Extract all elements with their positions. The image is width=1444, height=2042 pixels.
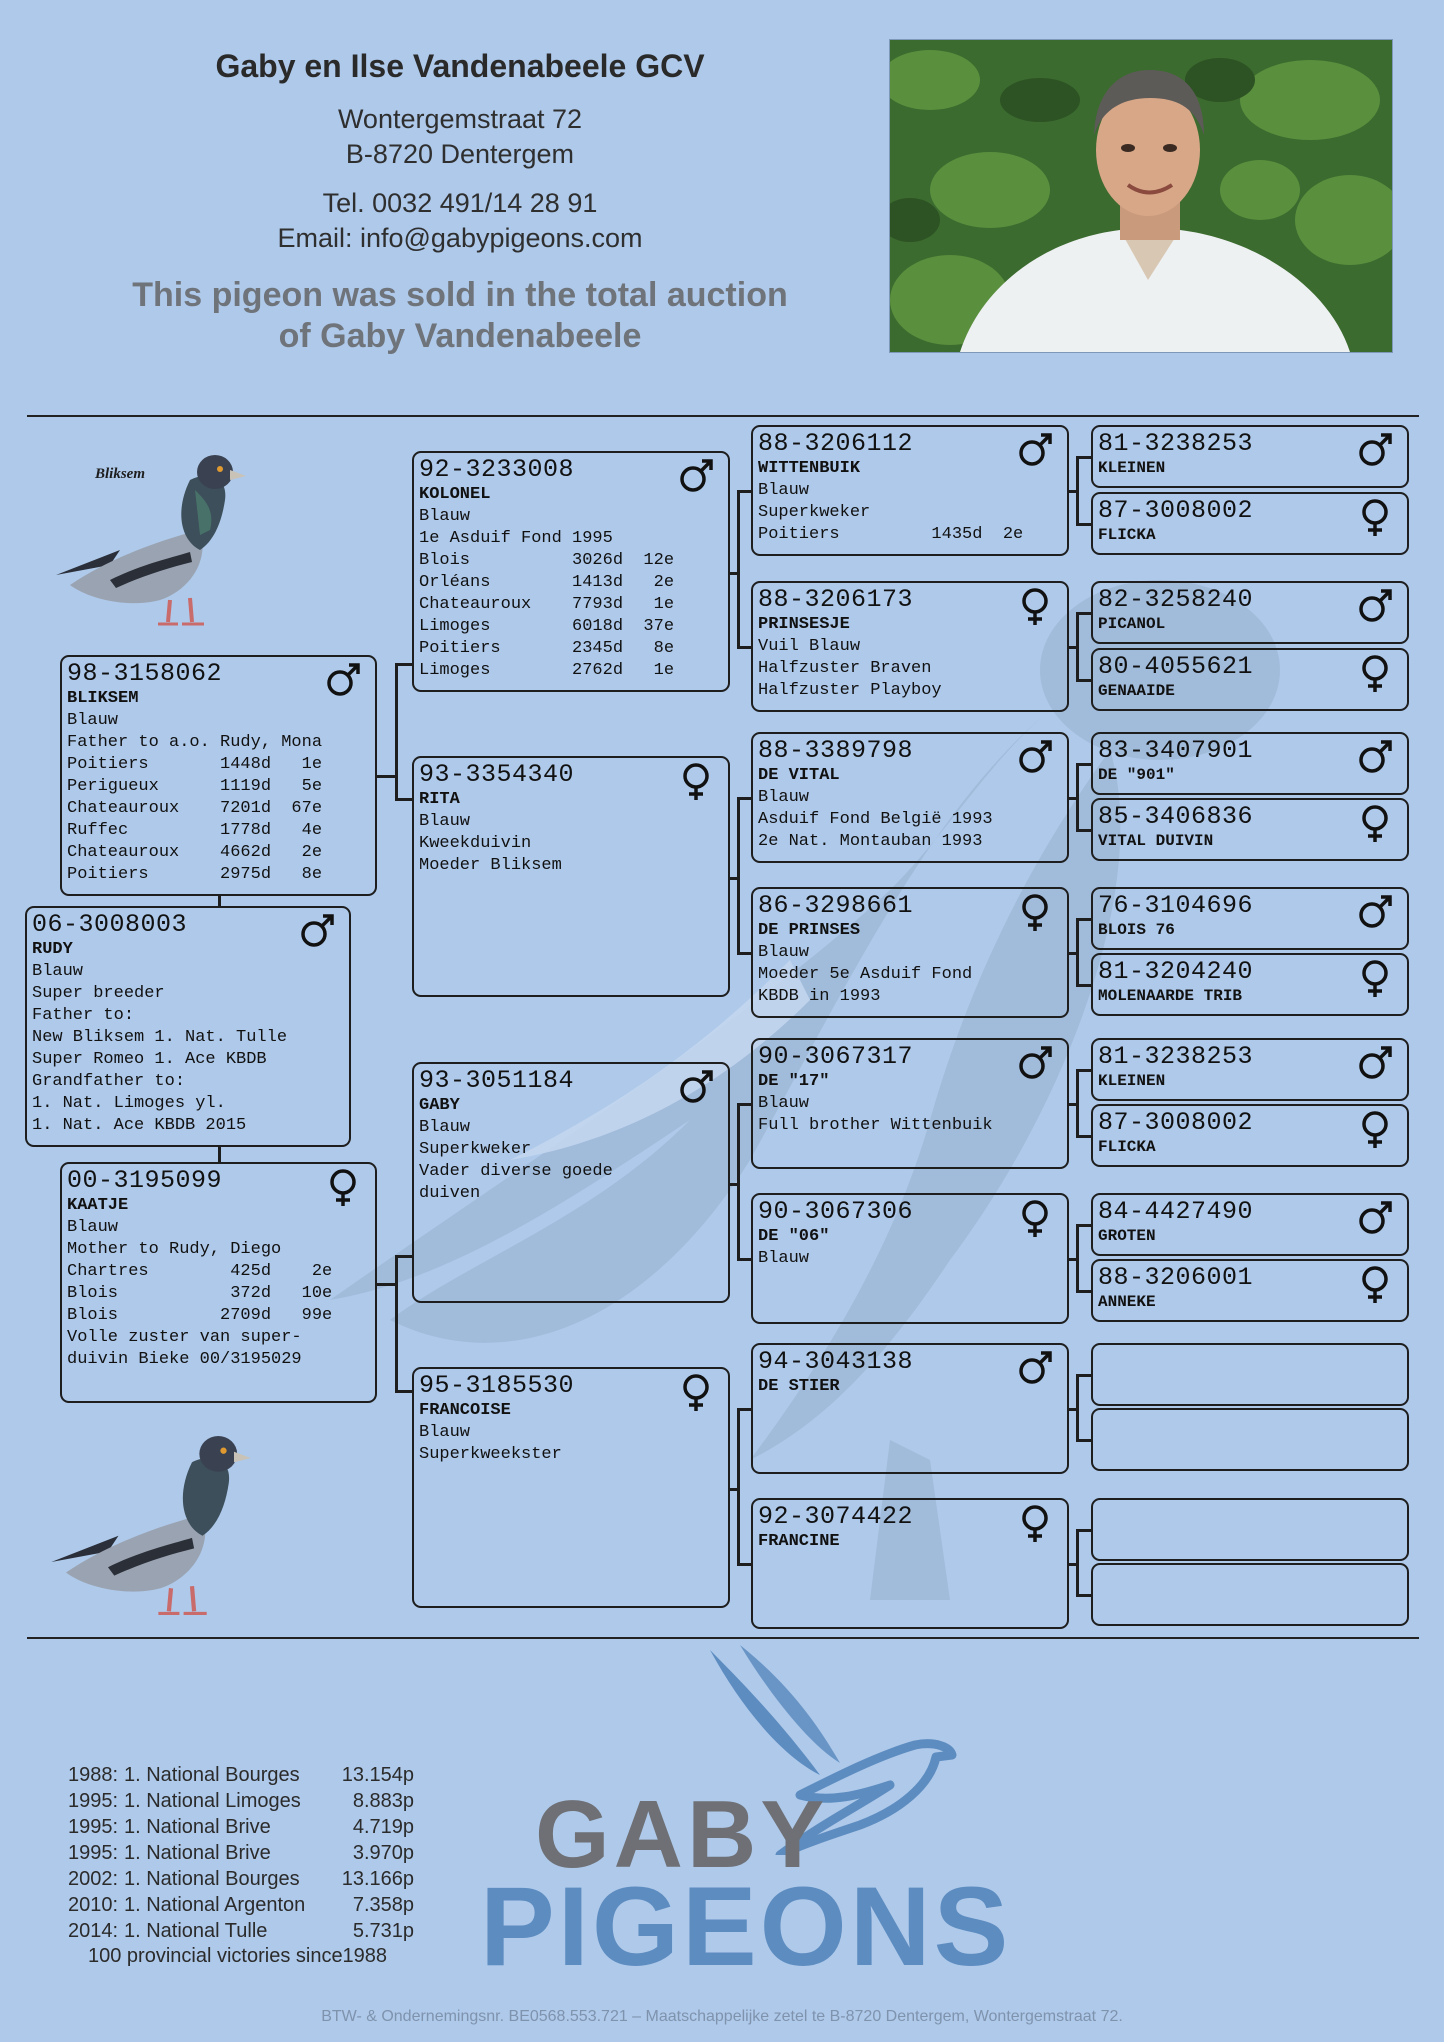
- pedigree-line: Kweekduivin: [419, 834, 532, 853]
- sire-card: [60, 655, 377, 896]
- dam-card: [60, 1162, 377, 1403]
- pedigree-line: Blauw: [67, 711, 119, 730]
- result-year: 1995:: [68, 1789, 119, 1812]
- pedigree-line: Moeder 5e Asduif Fond: [758, 965, 973, 984]
- ring-number: 93-3051184: [419, 1066, 575, 1095]
- connector-line: [1076, 829, 1091, 832]
- ring-number: 84-4427490: [1098, 1197, 1254, 1226]
- pedigree-line: Volle zuster van super-: [67, 1328, 302, 1347]
- male-symbol-icon: [1355, 586, 1395, 626]
- pedigree-line: Poitiers 2345d 8e: [419, 639, 675, 658]
- pedigree-line: New Bliksem 1. Nat. Tulle: [32, 1028, 288, 1047]
- male-symbol-icon: [1355, 1043, 1395, 1083]
- male-sex-marker: [676, 456, 716, 496]
- pedigree-line: Blauw: [67, 1218, 119, 1237]
- result-pigeons: 4.719p: [352, 1815, 414, 1838]
- pedigree-line: 1. Nat. Ace KBDB 2015: [32, 1116, 247, 1135]
- pigeon-name: WITTENBUIK: [758, 459, 861, 478]
- male-sex-marker: [1015, 1348, 1055, 1388]
- pigeon-name: KLEINEN: [1098, 459, 1166, 477]
- pedigree-line: Father to a.o. Rudy, Mona: [67, 733, 323, 752]
- pedigree-line: Poitiers 2975d 8e: [67, 865, 323, 884]
- result-year: 2002:: [68, 1867, 119, 1890]
- ancestor-card-15: [1091, 1498, 1409, 1561]
- pedigree-line: Full brother Wittenbuik: [758, 1116, 993, 1135]
- great-grandparent-card-8: [751, 1498, 1069, 1629]
- pigeon-name: FLICKA: [1098, 526, 1156, 544]
- result-pigeons: 13.166p: [341, 1867, 414, 1890]
- connector-line: [737, 797, 751, 800]
- grandparent-card-2: [412, 756, 730, 997]
- pedigree-line: Limoges 2762d 1e: [419, 661, 675, 680]
- ring-number: 92-3233008: [419, 455, 575, 484]
- grandparent-card-3: [412, 1062, 730, 1303]
- male-sex-marker: [1355, 892, 1395, 932]
- result-year: 2010:: [68, 1893, 119, 1916]
- ring-number: 00-3195099: [67, 1166, 223, 1195]
- pigeon-name: DE PRINSES: [758, 921, 861, 940]
- pedigree-line: Blauw: [758, 1094, 810, 1113]
- result-pigeons: 8.883p: [352, 1789, 414, 1812]
- male-sex-marker: [1015, 430, 1055, 470]
- male-sex-marker: [1355, 1043, 1395, 1083]
- pedigree-line: Superkweker: [758, 503, 871, 522]
- connector-line: [1076, 523, 1091, 526]
- pigeon-name: DE VITAL: [758, 766, 840, 785]
- pigeon-name: BLIKSEM: [67, 689, 139, 708]
- connector-line: [1076, 456, 1079, 526]
- ring-number: 81-3238253: [1098, 429, 1254, 458]
- auction-note-line-1: This pigeon was sold in the total auction: [132, 276, 788, 314]
- pedigree-line: Superkweekster: [419, 1445, 562, 1464]
- ring-number: 88-3206112: [758, 429, 914, 458]
- grandparent-card-1: [412, 451, 730, 692]
- male-sex-marker: [1355, 1198, 1395, 1238]
- pedigree-line: Super Romeo 1. Ace KBDB: [32, 1050, 267, 1069]
- result-pigeons: 13.154p: [341, 1763, 414, 1786]
- connector-line: [1076, 1290, 1091, 1293]
- pigeon-name: FRANCINE: [758, 1532, 840, 1551]
- connector-line: [1076, 456, 1091, 459]
- female-symbol-icon: [1355, 803, 1395, 843]
- ancestor-card-12: [1091, 1259, 1409, 1322]
- connector-line: [1076, 984, 1091, 987]
- result-row: [68, 1866, 414, 1892]
- female-symbol-icon: [676, 1372, 716, 1412]
- great-grandparent-card-4: [751, 887, 1069, 1018]
- pedigree-line: Poitiers 1448d 1e: [67, 755, 323, 774]
- pedigree-line: Blois 372d 10e: [67, 1284, 333, 1303]
- result-pigeons: 7.358p: [352, 1893, 414, 1916]
- ancestor-card-14: [1091, 1408, 1409, 1471]
- pedigree-line: Blauw: [419, 812, 471, 831]
- female-symbol-icon: [676, 761, 716, 801]
- phone-number: Tel. 0032 491/14 28 91: [322, 188, 598, 218]
- connector-line: [1076, 1529, 1079, 1597]
- connector-line: [737, 490, 751, 493]
- pedigree-line: 2e Nat. Montauban 1993: [758, 832, 983, 851]
- female-symbol-icon: [323, 1167, 363, 1207]
- pedigree-line: Asduif Fond België 1993: [758, 810, 993, 829]
- ring-number: 06-3008003: [32, 910, 188, 939]
- great-grandparent-card-5: [751, 1038, 1069, 1169]
- male-sex-marker: [676, 1067, 716, 1107]
- result-row: [68, 1840, 414, 1866]
- pedigree-line: Vader diverse goede: [419, 1162, 613, 1181]
- pigeon-name: BLOIS 76: [1098, 921, 1175, 939]
- pedigree-line: 1. Nat. Limoges yl.: [32, 1094, 226, 1113]
- result-year: 1988:: [68, 1763, 119, 1786]
- result-year: 1995:: [68, 1841, 119, 1864]
- result-year: 2014:: [68, 1919, 119, 1942]
- connector-line: [1076, 1069, 1079, 1138]
- pigeon-name: RITA: [419, 790, 460, 809]
- ancestor-card-6: [1091, 798, 1409, 861]
- pedigree-line: Blauw: [419, 1423, 471, 1442]
- pigeon-name: ANNEKE: [1098, 1293, 1156, 1311]
- female-sex-marker: [1355, 803, 1395, 843]
- male-symbol-icon: [1355, 1198, 1395, 1238]
- pedigree-line: Blois 2709d 99e: [67, 1306, 333, 1325]
- female-sex-marker: [1355, 497, 1395, 537]
- result-race: 1. National Brive: [124, 1841, 271, 1864]
- female-symbol-icon: [1355, 1264, 1395, 1304]
- results-footer: 100 provincial victories since1988: [88, 1945, 388, 1967]
- great-grandparent-card-6: [751, 1193, 1069, 1324]
- connector-line: [737, 1258, 751, 1261]
- connector-line: [377, 775, 397, 778]
- pigeon-name: KAATJE: [67, 1196, 129, 1215]
- connector-line: [1076, 918, 1091, 921]
- connector-line: [737, 952, 751, 955]
- pigeon-name: PICANOL: [1098, 615, 1166, 633]
- female-sex-marker: [676, 761, 716, 801]
- connector-line: [377, 1283, 397, 1286]
- result-race: 1. National Brive: [124, 1815, 271, 1838]
- connector-line: [1076, 1374, 1091, 1377]
- connector-line: [737, 646, 751, 649]
- connector-line: [218, 895, 221, 907]
- female-sex-marker: [1015, 586, 1055, 626]
- connector-line: [1076, 918, 1079, 987]
- male-symbol-icon: [676, 1067, 716, 1107]
- pedigree-line: Chateauroux 7201d 67e: [67, 799, 323, 818]
- pigeon-name: DE "17": [758, 1072, 830, 1091]
- owner-name: Gaby en Ilse Vandenabeele GCV: [215, 48, 705, 84]
- ring-number: 90-3067306: [758, 1197, 914, 1226]
- ancestor-card-4: [1091, 648, 1409, 711]
- female-sex-marker: [1355, 1264, 1395, 1304]
- ancestor-card-8: [1091, 953, 1409, 1016]
- ring-number: 93-3354340: [419, 760, 575, 789]
- pigeon-name: GENAAIDE: [1098, 682, 1175, 700]
- pigeon-name: FLICKA: [1098, 1138, 1156, 1156]
- ring-number: 82-3258240: [1098, 585, 1254, 614]
- ring-number: 88-3206001: [1098, 1263, 1254, 1292]
- ring-number: 83-3407901: [1098, 736, 1254, 765]
- pigeon-name: PRINSESJE: [758, 615, 850, 634]
- female-sex-marker: [1015, 1198, 1055, 1238]
- pedigree-line: Perigueux 1119d 5e: [67, 777, 323, 796]
- results-list: [68, 1762, 414, 1944]
- result-race: 1. National Bourges: [124, 1867, 300, 1890]
- male-symbol-icon: [1355, 737, 1395, 777]
- connector-line: [737, 1103, 740, 1261]
- ring-number: 88-3206173: [758, 585, 914, 614]
- connector-line: [737, 1103, 751, 1106]
- great-grandparent-card-7: [751, 1343, 1069, 1474]
- pigeon-name: DE STIER: [758, 1377, 840, 1396]
- female-sex-marker: [676, 1372, 716, 1412]
- pedigree-line: Vuil Blauw: [758, 637, 861, 656]
- male-symbol-icon: [323, 660, 363, 700]
- ring-number: 76-3104696: [1098, 891, 1254, 920]
- connector-line: [1076, 1594, 1091, 1597]
- ring-number: 92-3074422: [758, 1502, 914, 1531]
- pedigree-line: Grandfather to:: [32, 1072, 186, 1091]
- female-sex-marker: [1355, 1109, 1395, 1149]
- pedigree-line: Chartres 425d 2e: [67, 1262, 333, 1281]
- female-symbol-icon: [1355, 497, 1395, 537]
- subject-pigeon-card: [25, 906, 351, 1147]
- connector-line: [395, 1255, 412, 1258]
- male-symbol-icon: [1355, 892, 1395, 932]
- result-row: [68, 1762, 414, 1788]
- connector-line: [1076, 763, 1091, 766]
- pedigree-line: KBDB in 1993: [758, 987, 881, 1006]
- male-symbol-icon: [1015, 1043, 1055, 1083]
- pedigree-line: Chateauroux 4662d 2e: [67, 843, 323, 862]
- pedigree-line: Moeder Bliksem: [419, 856, 562, 875]
- male-sex-marker: [1355, 586, 1395, 626]
- female-symbol-icon: [1015, 892, 1055, 932]
- connector-line: [1076, 1224, 1091, 1227]
- ring-number: 85-3406836: [1098, 802, 1254, 831]
- male-symbol-icon: [1355, 430, 1395, 470]
- female-symbol-icon: [1355, 1109, 1395, 1149]
- ring-number: 87-3008002: [1098, 496, 1254, 525]
- ring-number: 95-3185530: [419, 1371, 575, 1400]
- logo-word-pigeons: PIGEONS: [480, 1864, 1012, 1989]
- female-symbol-icon: [1015, 1503, 1055, 1543]
- ring-number: 81-3238253: [1098, 1042, 1254, 1071]
- male-sex-marker: [297, 911, 337, 951]
- pedigree-line: Limoges 6018d 37e: [419, 617, 675, 636]
- pigeon-name: DE "06": [758, 1227, 830, 1246]
- ancestor-card-13: [1091, 1343, 1409, 1406]
- female-symbol-icon: [1015, 1198, 1055, 1238]
- pigeon-name: KOLONEL: [419, 485, 491, 504]
- connector-line: [395, 663, 412, 666]
- pedigree-line: Superkweker: [419, 1140, 532, 1159]
- connector-line: [1076, 1135, 1091, 1138]
- connector-line: [1076, 679, 1091, 682]
- ancestor-card-7: [1091, 887, 1409, 950]
- pedigree-line: Chateauroux 7793d 1e: [419, 595, 675, 614]
- connector-line: [218, 1147, 221, 1162]
- male-sex-marker: [1355, 430, 1395, 470]
- pedigree-line: duivin Bieke 00/3195029: [67, 1350, 302, 1369]
- pedigree-line: Blauw: [32, 962, 84, 981]
- male-sex-marker: [1015, 737, 1055, 777]
- connector-line: [1076, 1224, 1079, 1293]
- male-symbol-icon: [1015, 737, 1055, 777]
- connector-line: [395, 798, 412, 801]
- ancestor-card-5: [1091, 732, 1409, 795]
- email-address: Email: info@gabypigeons.com: [277, 223, 643, 253]
- female-symbol-icon: [1355, 653, 1395, 693]
- pedigree-line: Blauw: [758, 943, 810, 962]
- pigeon-name: GABY: [419, 1096, 460, 1115]
- pedigree-line: Ruffec 1778d 4e: [67, 821, 323, 840]
- ring-number: 81-3204240: [1098, 957, 1254, 986]
- address-street: Wontergemstraat 72: [337, 104, 583, 134]
- pedigree-line: Blauw: [758, 788, 810, 807]
- pedigree-line: Poitiers 1435d 2e: [758, 525, 1024, 544]
- pigeon-name: KLEINEN: [1098, 1072, 1166, 1090]
- female-symbol-icon: [1355, 958, 1395, 998]
- auction-note-line-2: of Gaby Vandenabeele: [278, 317, 642, 355]
- pedigree-line: Halfzuster Braven: [758, 659, 932, 678]
- ancestor-card-10: [1091, 1104, 1409, 1167]
- connector-line: [1076, 1069, 1091, 1072]
- male-sex-marker: [1015, 1043, 1055, 1083]
- male-sex-marker: [323, 660, 363, 700]
- connector-line: [737, 1563, 751, 1566]
- ancestor-card-11: [1091, 1193, 1409, 1256]
- result-pigeons: 3.970p: [352, 1841, 414, 1864]
- connector-line: [737, 490, 740, 649]
- result-race: 1. National Tulle: [124, 1919, 268, 1942]
- pedigree-line: Blauw: [758, 481, 810, 500]
- pedigree-line: Blois 3026d 12e: [419, 551, 675, 570]
- pedigree-line: Blauw: [419, 507, 471, 526]
- ring-number: 86-3298661: [758, 891, 914, 920]
- connector-line: [1076, 612, 1079, 682]
- logo-word-gaby: GABY: [535, 1781, 829, 1888]
- ring-number: 80-4055621: [1098, 652, 1254, 681]
- ring-number: 98-3158062: [67, 659, 223, 688]
- pedigree-line: 1e Asduif Fond 1995: [419, 529, 613, 548]
- pedigree-line: Blauw: [758, 1249, 810, 1268]
- pedigree-line: duiven: [419, 1184, 481, 1203]
- male-sex-marker: [1355, 737, 1395, 777]
- great-grandparent-card-1: [751, 425, 1069, 556]
- female-sex-marker: [1355, 653, 1395, 693]
- ancestor-card-2: [1091, 492, 1409, 555]
- connector-line: [1076, 763, 1079, 832]
- address-city: B-8720 Dentergem: [345, 139, 575, 169]
- legal-footer: BTW- & Ondernemingsnr. BE0568.553.721 – Maatschappelijke zetel te B-8720 Dentergem, Wontergemstraat 72.: [321, 2008, 1123, 2025]
- pedigree-line: Orléans 1413d 2e: [419, 573, 675, 592]
- ring-number: 87-3008002: [1098, 1108, 1254, 1137]
- pigeon-name: DE "901": [1098, 766, 1175, 784]
- connector-line: [395, 1255, 398, 1393]
- pedigree-line: Blauw: [419, 1118, 471, 1137]
- ancestor-card-3: [1091, 581, 1409, 644]
- connector-line: [737, 1408, 751, 1411]
- male-symbol-icon: [1015, 1348, 1055, 1388]
- connector-line: [1076, 1529, 1091, 1532]
- connector-line: [1076, 1374, 1079, 1442]
- pedigree-line: Mother to Rudy, Diego: [67, 1240, 282, 1259]
- result-year: 1995:: [68, 1815, 119, 1838]
- result-race: 1. National Limoges: [124, 1789, 301, 1812]
- result-row: [68, 1814, 414, 1840]
- male-symbol-icon: [676, 456, 716, 496]
- ring-number: 94-3043138: [758, 1347, 914, 1376]
- ring-number: 90-3067317: [758, 1042, 914, 1071]
- pigeon-name: VITAL DUIVIN: [1098, 832, 1214, 850]
- ancestor-card-16: [1091, 1563, 1409, 1626]
- pedigree-line: Father to:: [32, 1006, 135, 1025]
- female-symbol-icon: [1015, 586, 1055, 626]
- ancestor-card-1: [1091, 425, 1409, 488]
- great-grandparent-card-2: [751, 581, 1069, 712]
- connector-line: [1076, 612, 1091, 615]
- pigeon-name: FRANCOISE: [419, 1401, 511, 1420]
- great-grandparent-card-3: [751, 732, 1069, 863]
- pigeon-name: RUDY: [32, 940, 73, 959]
- result-row: [68, 1788, 414, 1814]
- female-sex-marker: [323, 1167, 363, 1207]
- pedigree-line: Super breeder: [32, 984, 165, 1003]
- connector-line: [395, 1390, 412, 1393]
- ancestor-card-9: [1091, 1038, 1409, 1101]
- female-sex-marker: [1015, 1503, 1055, 1543]
- connector-line: [737, 797, 740, 955]
- connector-line: [737, 1408, 740, 1566]
- female-sex-marker: [1355, 958, 1395, 998]
- male-symbol-icon: [1015, 430, 1055, 470]
- pedigree-line: Halfzuster Playboy: [758, 681, 942, 700]
- grandparent-card-4: [412, 1367, 730, 1608]
- result-race: 1. National Argenton: [124, 1893, 306, 1916]
- female-sex-marker: [1015, 892, 1055, 932]
- connector-line: [395, 663, 398, 801]
- ring-number: 88-3389798: [758, 736, 914, 765]
- bird-photo-label: Bliksem: [95, 466, 146, 482]
- pigeon-name: GROTEN: [1098, 1227, 1156, 1245]
- result-row: [68, 1918, 414, 1944]
- male-symbol-icon: [297, 911, 337, 951]
- result-race: 1. National Bourges: [124, 1763, 300, 1786]
- pigeon-name: MOLENAARDE TRIB: [1098, 987, 1243, 1005]
- connector-line: [1076, 1439, 1091, 1442]
- result-pigeons: 5.731p: [352, 1919, 414, 1942]
- result-row: [68, 1892, 414, 1918]
